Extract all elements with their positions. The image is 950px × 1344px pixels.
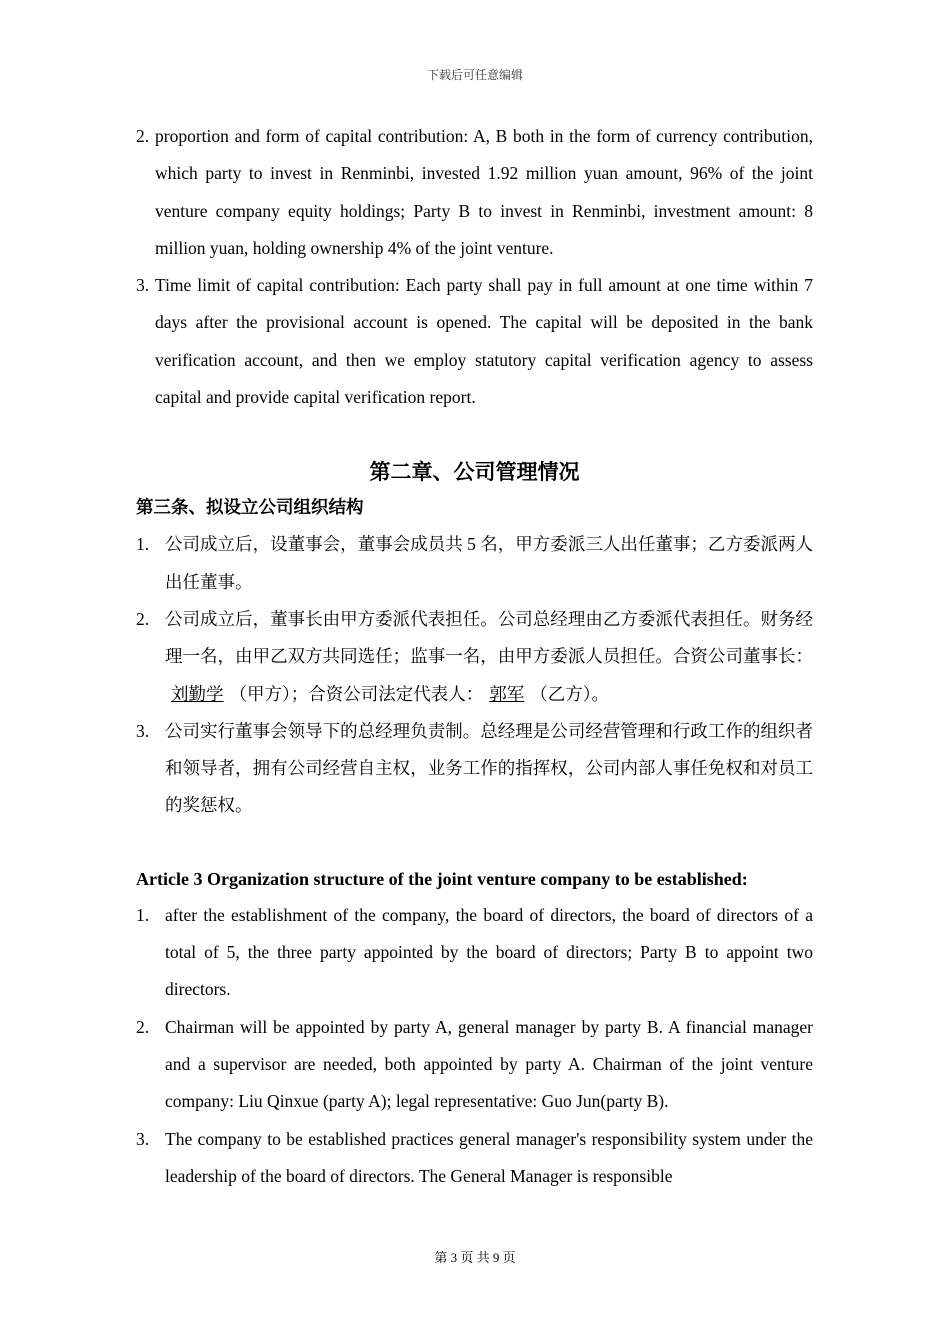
list-item [136, 118, 813, 267]
article-title-en: Article 3 Organization structure of the joint venture company to be established: [136, 868, 748, 889]
list-number: 2. [136, 126, 154, 146]
list-text-part: （乙方）。 [530, 683, 609, 704]
list-number: 3. [136, 275, 154, 296]
list-text [165, 601, 813, 713]
list-item [136, 267, 813, 416]
list-number: 1. [136, 904, 154, 925]
article-title-cn: 第三条、拟设立公司组织结构 [136, 498, 364, 519]
list-number: 3. [136, 1128, 154, 1149]
list-number: 3. [136, 720, 154, 741]
list-item [136, 897, 813, 1009]
list-text-part: （甲方）；合资公司法定代表人： [229, 683, 484, 704]
list-number: 2. [136, 1016, 154, 1037]
list-text: 公司实行董事会领导下的总经理负责制。总经理是公司经营管理和行政工作的组织者和领导者，拥有公司经营自主权，业务工作的指挥权，公司内部人事任免权和对员工的奖惩权。 [165, 720, 813, 816]
list-item [136, 526, 813, 601]
list-text: Chairman will be appointed by party A, general manager by party B. A financial manager and a supervisor are needed, both appointed by party A. Chairman of the joint venture company: Liu Qinxue (party A); legal representative: Guo Jun(party B). [165, 1016, 813, 1112]
legal-representative-name: 郭军 [489, 683, 525, 704]
page-header: 下载后可任意编辑 [426, 68, 523, 82]
list-text: after the establishment of the company, the board of directors, the board of directors of a total of 5, the three party appointed by the board of directors; Party B to appoint two directors. [165, 904, 813, 1000]
document-body [136, 118, 813, 1195]
list-number: 2. [136, 608, 154, 629]
list-number: 1. [136, 534, 154, 555]
list-item [136, 713, 813, 825]
page-footer: 第 3 页 共 9 页 [434, 1250, 516, 1265]
list-text: The company to be established practices general manager's responsibility system under the leadership of the board of directors. The General Manager is responsible [165, 1128, 813, 1186]
list-item [136, 601, 813, 713]
chairman-name: 刘勤学 [171, 683, 224, 704]
list-text: Time limit of capital contribution: Each party shall pay in full amount at one time within 7 days after the provisional account is opened. The capital will be deposited in the bank verification account, and then we employ statutory capital verification agency to assess capital and provide capital verification report. [155, 275, 813, 408]
list-item [136, 1121, 813, 1196]
list-text: 公司成立后，设董事会，董事会成员共 5 名，甲方委派三人出任董事；乙方委派两人出任董事。 [165, 534, 813, 592]
list-item [136, 1009, 813, 1121]
list-text-part: 公司成立后，董事长由甲方委派代表担任。公司总经理由乙方委派代表担任。财务经理一名，由甲乙双方共同选任；监事一名，由甲方委派人员担任。合资公司董事长： [165, 608, 813, 667]
list-text: proportion and form of capital contribution: A, B both in the form of currency contribution, which party to invest in Renminbi, invested 1.92 million yuan amount, 96% of the joint venture company equity holdings; Party B to invest in Renminbi, investment amount: 8 million yuan, holding ownership 4% of the joint venture. [155, 126, 813, 258]
chapter-title: 第二章、公司管理情况 [369, 460, 580, 485]
